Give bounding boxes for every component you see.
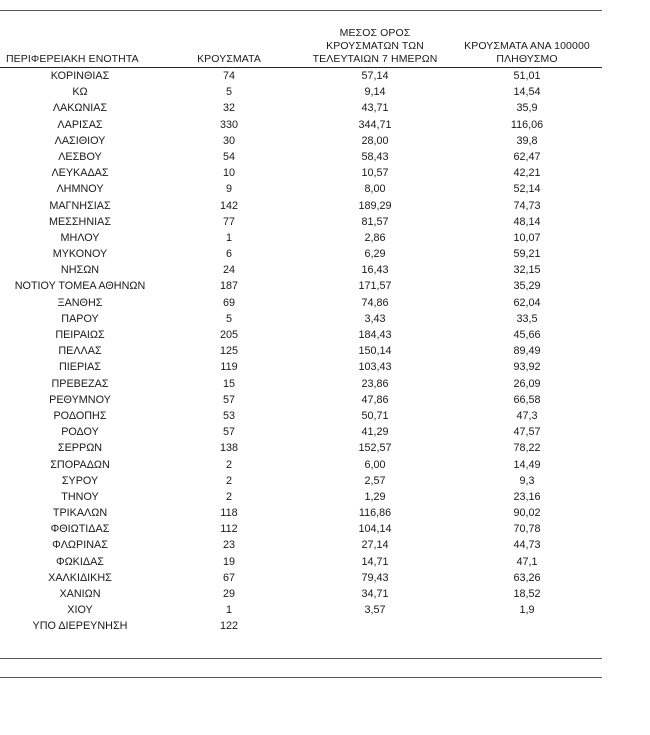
table-row xyxy=(0,278,602,294)
header-per-line1: ΚΡΟΥΣΜΑΤΑ ΑΝΑ 100000 xyxy=(464,40,590,52)
cell-region: ΛΗΜΝΟΥ xyxy=(56,183,104,196)
cell-region: ΚΟΡΙΝΘΙΑΣ xyxy=(50,70,110,82)
cell-cases: 30 xyxy=(222,134,235,147)
cell-region: ΤΡΙΚΑΛΩΝ xyxy=(52,507,108,520)
cell-7day-average: 47,86 xyxy=(361,393,389,406)
cell-cases: 29 xyxy=(222,588,235,600)
table-row xyxy=(0,521,602,537)
cell-region: ΜΑΓΝΗΣΙΑΣ xyxy=(49,199,111,212)
header-region: ΠΕΡΙΦΕΡΕΙΑΚΗ ΕΝΟΤΗΤΑ xyxy=(6,53,139,65)
table-row xyxy=(0,359,602,375)
table-body xyxy=(0,68,602,635)
cell-per-100000: 42,21 xyxy=(513,167,541,180)
cell-7day-average: 10,57 xyxy=(361,167,389,180)
cell-per-100000: 116,06 xyxy=(510,118,544,131)
cell-7day-average: 50,71 xyxy=(361,409,389,422)
cell-region: ΝΗΣΩΝ xyxy=(60,264,100,277)
cell-region: ΧΙΟΥ xyxy=(67,604,93,617)
table-row xyxy=(0,262,602,278)
cell-per-100000: 39,8 xyxy=(516,134,538,147)
cell-per-100000: 93,92 xyxy=(513,361,541,374)
cell-per-100000: 45,66 xyxy=(513,329,541,341)
cell-per-100000: 35,9 xyxy=(516,102,538,115)
cell-per-100000: 14,49 xyxy=(513,458,541,471)
cell-region: ΣΠΟΡΑΔΩΝ xyxy=(50,458,110,471)
cell-per-100000: 47,3 xyxy=(516,409,538,422)
table-row xyxy=(0,473,602,489)
cell-per-100000: 48,14 xyxy=(513,215,541,228)
table-row xyxy=(0,602,602,618)
cell-per-100000: 62,47 xyxy=(513,150,541,163)
cell-cases: 54 xyxy=(222,150,235,163)
table-row xyxy=(0,181,602,197)
cell-cases: 330 xyxy=(219,118,238,131)
cell-cases: 142 xyxy=(219,199,238,212)
cell-7day-average: 189,29 xyxy=(358,199,392,212)
cell-7day-average: 2,86 xyxy=(364,231,386,244)
table-row xyxy=(0,376,602,392)
cell-per-100000: 74,73 xyxy=(513,199,541,212)
table-row xyxy=(0,327,602,343)
bottom-rule-2 xyxy=(0,677,602,678)
cell-per-100000: 47,57 xyxy=(513,426,541,439)
cell-region: ΦΛΩΡΙΝΑΣ xyxy=(52,539,108,552)
cell-per-100000: 66,58 xyxy=(513,393,541,406)
cell-per-100000: 18,52 xyxy=(513,588,541,600)
header-avg-line3: ΤΕΛΕΥΤΑΙΩΝ 7 ΗΜΕΡΩΝ xyxy=(312,53,438,65)
table-row xyxy=(0,165,602,181)
cell-per-100000: 14,54 xyxy=(513,86,541,99)
table-row xyxy=(0,440,602,456)
table-row xyxy=(0,117,602,133)
table-row xyxy=(0,505,602,521)
cell-cases: 10 xyxy=(222,167,235,180)
cell-7day-average: 1,29 xyxy=(364,490,386,503)
cell-cases: 122 xyxy=(219,620,238,633)
cell-7day-average: 3,57 xyxy=(364,604,386,617)
cell-cases: 23 xyxy=(222,539,235,552)
cell-cases: 24 xyxy=(222,264,235,277)
cell-cases: 9 xyxy=(225,183,232,196)
header-avg-line1: ΜΕΣΟΣ ΟΡΟΣ xyxy=(339,27,411,39)
cell-region: ΦΘΙΩΤΙΔΑΣ xyxy=(50,523,110,536)
cell-per-100000: 44,73 xyxy=(513,539,541,552)
cell-cases: 119 xyxy=(220,361,238,374)
cell-7day-average: 27,14 xyxy=(361,539,389,552)
cell-region: ΠΕΛΛΑΣ xyxy=(58,345,102,358)
table-row xyxy=(0,246,602,262)
cell-cases: 138 xyxy=(219,442,238,455)
table-row xyxy=(0,84,602,100)
cell-region: ΞΑΝΘΗΣ xyxy=(57,296,103,309)
table-row xyxy=(0,214,602,230)
cell-cases: 5 xyxy=(225,86,232,99)
cell-region: ΝΟΤΙΟΥ ΤΟΜΕΑ ΑΘΗΝΩΝ xyxy=(14,280,146,293)
cell-cases: 67 xyxy=(222,571,235,584)
cell-cases: 53 xyxy=(222,409,235,422)
cell-per-100000: 9,3 xyxy=(519,474,535,487)
cell-region: ΛΑΡΙΣΑΣ xyxy=(57,118,103,131)
cell-region: ΜΥΚΟΝΟΥ xyxy=(52,248,108,261)
cell-cases: 57 xyxy=(222,426,235,439)
cell-7day-average: 9,14 xyxy=(364,86,386,99)
table-row xyxy=(0,586,602,602)
cell-7day-average: 57,14 xyxy=(361,70,389,82)
cell-region: ΣΕΡΡΩΝ xyxy=(57,442,103,455)
header-cases: ΚΡΟΥΣΜΑΤΑ xyxy=(197,53,261,65)
cell-cases: 187 xyxy=(219,280,238,293)
cell-per-100000: 63,26 xyxy=(513,571,541,584)
table-row xyxy=(0,570,602,586)
cell-per-100000: 26,09 xyxy=(513,377,541,390)
table-row xyxy=(0,408,602,424)
cell-region: ΠΑΡΟΥ xyxy=(61,312,99,325)
cell-7day-average: 58,43 xyxy=(361,150,389,163)
cell-7day-average: 14,71 xyxy=(361,555,389,568)
cell-cases: 32 xyxy=(222,102,235,115)
cell-per-100000: 70,78 xyxy=(513,523,541,536)
cell-region: ΛΕΥΚΑΔΑΣ xyxy=(51,167,109,180)
cell-region: ΛΑΣΙΘΙΟΥ xyxy=(54,134,106,147)
cell-7day-average: 16,43 xyxy=(361,264,389,277)
cell-cases: 5 xyxy=(225,312,232,325)
table-row xyxy=(0,489,602,505)
cell-region: ΡΟΔΟΠΗΣ xyxy=(53,409,107,422)
cell-cases: 2 xyxy=(225,474,232,487)
cell-7day-average: 344,71 xyxy=(358,118,392,131)
cell-cases: 57 xyxy=(222,393,235,406)
table-row xyxy=(0,537,602,553)
header-7day-average xyxy=(300,27,450,66)
table-row xyxy=(0,295,602,311)
cell-per-100000: 23,16 xyxy=(513,490,541,503)
top-rule xyxy=(0,10,602,11)
cell-cases: 69 xyxy=(222,296,235,309)
cell-cases: 2 xyxy=(225,490,232,503)
cell-region: ΚΩ xyxy=(72,86,88,99)
cell-per-100000: 32,15 xyxy=(513,264,541,277)
cell-7day-average: 79,43 xyxy=(361,571,389,584)
cell-cases: 118 xyxy=(220,507,238,520)
cell-7day-average: 43,71 xyxy=(361,102,389,115)
cell-7day-average: 74,86 xyxy=(361,296,389,309)
cell-7day-average: 103,43 xyxy=(358,361,392,374)
cell-cases: 2 xyxy=(225,458,232,471)
cell-cases: 77 xyxy=(222,215,235,228)
cell-region: ΡΕΘΥΜΝΟΥ xyxy=(49,393,111,406)
cell-per-100000: 10,07 xyxy=(513,231,541,244)
table-row xyxy=(0,392,602,408)
cell-cases: 15 xyxy=(222,377,235,390)
cell-per-100000: 62,04 xyxy=(513,296,541,309)
cell-7day-average: 184,43 xyxy=(358,329,392,341)
cell-per-100000: 90,02 xyxy=(513,507,541,520)
cell-7day-average: 104,14 xyxy=(358,523,392,536)
cell-region: ΜΗΛΟΥ xyxy=(60,231,100,244)
cell-cases: 1 xyxy=(225,604,232,617)
cell-cases: 19 xyxy=(222,555,235,568)
cell-cases: 74 xyxy=(222,70,235,82)
table-row xyxy=(0,68,602,84)
cell-cases: 205 xyxy=(219,329,238,341)
cell-7day-average: 41,29 xyxy=(361,426,389,439)
cell-7day-average: 2,57 xyxy=(364,474,386,487)
table-row xyxy=(0,149,602,165)
cell-per-100000: 47,1 xyxy=(516,555,538,568)
cell-region: ΠΕΙΡΑΙΩΣ xyxy=(55,329,105,341)
cell-cases: 125 xyxy=(219,345,238,358)
cell-region: ΡΟΔΟΥ xyxy=(61,426,99,439)
header-per-line2: ΠΛΗΘΥΣΜΟ xyxy=(496,53,558,65)
cell-7day-average: 81,57 xyxy=(361,215,389,228)
cell-7day-average: 8,00 xyxy=(364,183,386,196)
cell-7day-average: 28,00 xyxy=(361,134,389,147)
cell-per-100000: 1,9 xyxy=(519,604,535,617)
bottom-rule-1 xyxy=(0,658,602,659)
header-per-100000 xyxy=(452,40,602,66)
cell-region: ΛΑΚΩΝΙΑΣ xyxy=(52,102,108,115)
table-row xyxy=(0,554,602,570)
cell-7day-average: 6,00 xyxy=(364,458,386,471)
cell-region: ΠΙΕΡΙΑΣ xyxy=(58,361,102,374)
cell-region: ΧΑΝΙΩΝ xyxy=(59,588,101,600)
cell-region: ΜΕΣΣΗΝΙΑΣ xyxy=(48,215,111,228)
cell-region: ΤΗΝΟΥ xyxy=(61,490,99,503)
cell-7day-average: 116,86 xyxy=(358,507,392,520)
cell-7day-average: 171,57 xyxy=(358,280,392,293)
cell-region: ΥΠΟ ΔΙΕΡΕΥΝΗΣΗ xyxy=(32,620,128,633)
table-row xyxy=(0,457,602,473)
cell-region: ΣΥΡΟΥ xyxy=(61,474,99,487)
cell-7day-average: 6,29 xyxy=(364,248,386,261)
cell-per-100000: 89,49 xyxy=(513,345,541,358)
table-row xyxy=(0,424,602,440)
cell-cases: 1 xyxy=(225,231,232,244)
cell-per-100000: 51,01 xyxy=(513,70,541,82)
table-row xyxy=(0,618,602,634)
cell-region: ΠΡΕΒΕΖΑΣ xyxy=(51,377,109,390)
table-row xyxy=(0,230,602,246)
table-row xyxy=(0,311,602,327)
cell-7day-average: 150,14 xyxy=(358,345,392,358)
cell-7day-average: 23,86 xyxy=(361,377,389,390)
cell-7day-average: 3,43 xyxy=(364,312,386,325)
table-row xyxy=(0,343,602,359)
cell-region: ΦΩΚΙΔΑΣ xyxy=(56,555,104,568)
table-row xyxy=(0,100,602,116)
table-row xyxy=(0,198,602,214)
cell-region: ΛΕΣΒΟΥ xyxy=(58,150,102,163)
cell-cases: 112 xyxy=(220,523,238,536)
cell-per-100000: 52,14 xyxy=(513,183,541,196)
cell-per-100000: 33,5 xyxy=(516,312,538,325)
cell-per-100000: 78,22 xyxy=(513,442,541,455)
table-header xyxy=(0,14,602,66)
cell-7day-average: 152,57 xyxy=(358,442,392,455)
cell-per-100000: 59,21 xyxy=(513,248,541,261)
cell-cases: 6 xyxy=(225,248,232,261)
cell-7day-average: 34,71 xyxy=(361,588,389,600)
cell-per-100000: 35,29 xyxy=(513,280,541,293)
table-row xyxy=(0,133,602,149)
header-avg-line2: ΚΡΟΥΣΜΑΤΩΝ ΤΩΝ xyxy=(326,40,424,52)
cell-region: ΧΑΛΚΙΔΙΚΗΣ xyxy=(48,571,112,584)
